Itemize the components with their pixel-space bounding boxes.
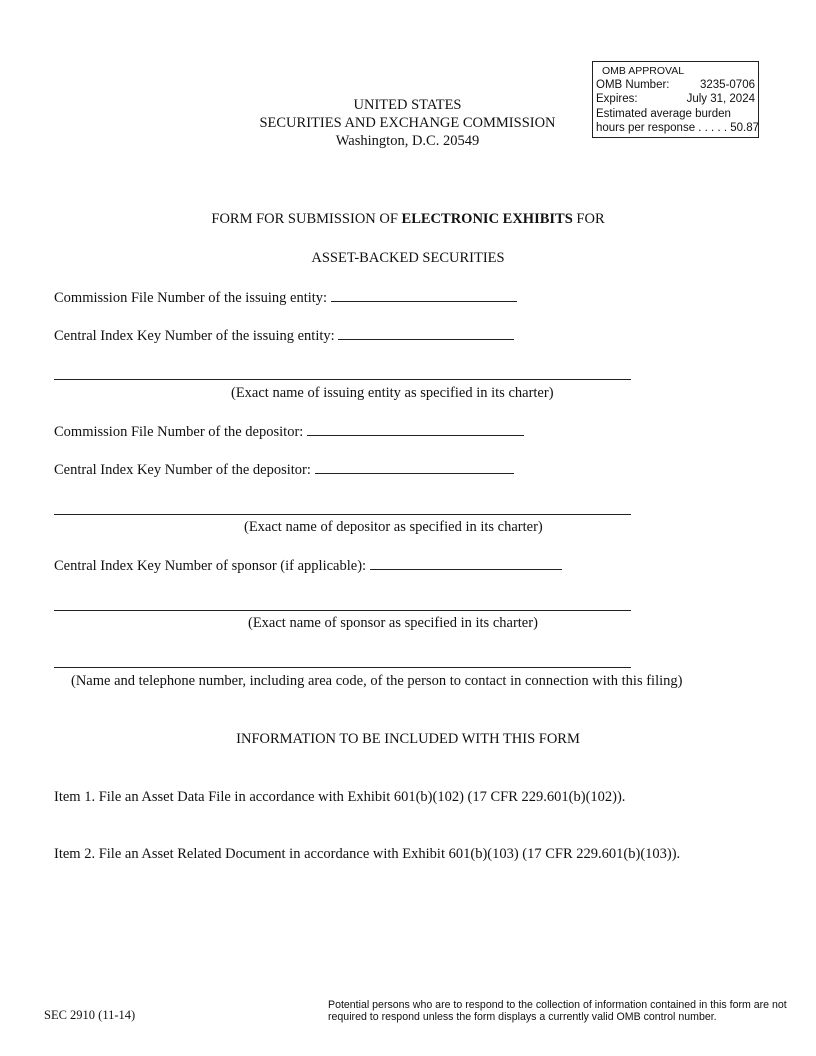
sponsor-cik-label: Central Index Key Number of sponsor (if applicable):	[54, 558, 367, 574]
issuer-cik-blank[interactable]	[338, 326, 514, 340]
depositor-name-line[interactable]	[54, 514, 631, 515]
omb-number-value: 3235-0706	[700, 79, 755, 92]
info-heading: INFORMATION TO BE INCLUDED WITH THIS FORM	[236, 731, 580, 747]
omb-number-label: OMB Number:	[596, 79, 670, 92]
form-title-suffix: FOR	[572, 211, 605, 227]
form-title-prefix: FORM FOR SUBMISSION OF	[211, 211, 402, 227]
depositor-file-number-label: Commission File Number of the depositor:	[54, 424, 304, 440]
contact-line[interactable]	[54, 667, 631, 668]
issuer-name-line[interactable]	[54, 379, 631, 380]
sponsor-name-caption: (Exact name of sponsor as specified in its charter)	[248, 615, 538, 631]
form-title	[0, 210, 816, 228]
omb-approval-box	[592, 61, 759, 138]
issuer-file-number-field	[54, 288, 517, 307]
depositor-name-caption: (Exact name of depositor as specified in its charter)	[244, 519, 543, 535]
agency-header	[230, 96, 585, 150]
omb-notice: Potential persons who are to respond to the collection of information contained in this form are not required to respond unless the form displays a currently valid OMB control number.	[328, 999, 787, 1023]
omb-burden-line2: hours per response . . . . . 50.87	[596, 121, 760, 134]
header-line-2: SECURITIES AND EXCHANGE COMMISSION	[259, 115, 556, 131]
depositor-file-number-blank[interactable]	[307, 422, 524, 436]
depositor-cik-field	[54, 460, 514, 479]
issuer-file-number-label: Commission File Number of the issuing entity:	[54, 290, 328, 306]
info-item-2: Item 2. File an Asset Related Document in accordance with Exhibit 601(b)(103) (17 CFR 229.601(b)(103)).	[54, 846, 681, 862]
omb-title: OMB APPROVAL	[602, 65, 685, 77]
issuer-name-caption: (Exact name of issuing entity as specified in its charter)	[231, 385, 554, 401]
issuer-cik-field	[54, 326, 514, 345]
info-item-1: Item 1. File an Asset Data File in accordance with Exhibit 601(b)(102) (17 CFR 229.601(b)(102)).	[54, 789, 626, 805]
sponsor-cik-field	[54, 556, 562, 575]
form-code: SEC 2910 (11-14)	[44, 1008, 136, 1022]
contact-caption: (Name and telephone number, including area code, of the person to contact in connection with this filing)	[71, 673, 683, 689]
form-title-line-2: ASSET-BACKED SECURITIES	[311, 250, 505, 266]
header-line-3: Washington, D.C. 20549	[335, 133, 480, 149]
depositor-file-number-field	[54, 422, 524, 441]
issuer-file-number-blank[interactable]	[331, 288, 517, 302]
omb-number-row	[596, 78, 758, 92]
omb-burden-line1: Estimated average burden	[596, 107, 731, 120]
depositor-cik-label: Central Index Key Number of the depositor:	[54, 462, 311, 478]
sponsor-name-line[interactable]	[54, 610, 631, 611]
header-line-1: UNITED STATES	[353, 97, 462, 113]
omb-expires-label: Expires:	[596, 93, 638, 106]
sponsor-cik-blank[interactable]	[370, 556, 562, 570]
omb-expires-row	[596, 92, 758, 106]
issuer-cik-label: Central Index Key Number of the issuing entity:	[54, 328, 335, 344]
depositor-cik-blank[interactable]	[315, 460, 514, 474]
form-title-bold: ELECTRONIC EXHIBITS	[401, 211, 573, 227]
omb-expires-value: July 31, 2024	[686, 93, 755, 106]
